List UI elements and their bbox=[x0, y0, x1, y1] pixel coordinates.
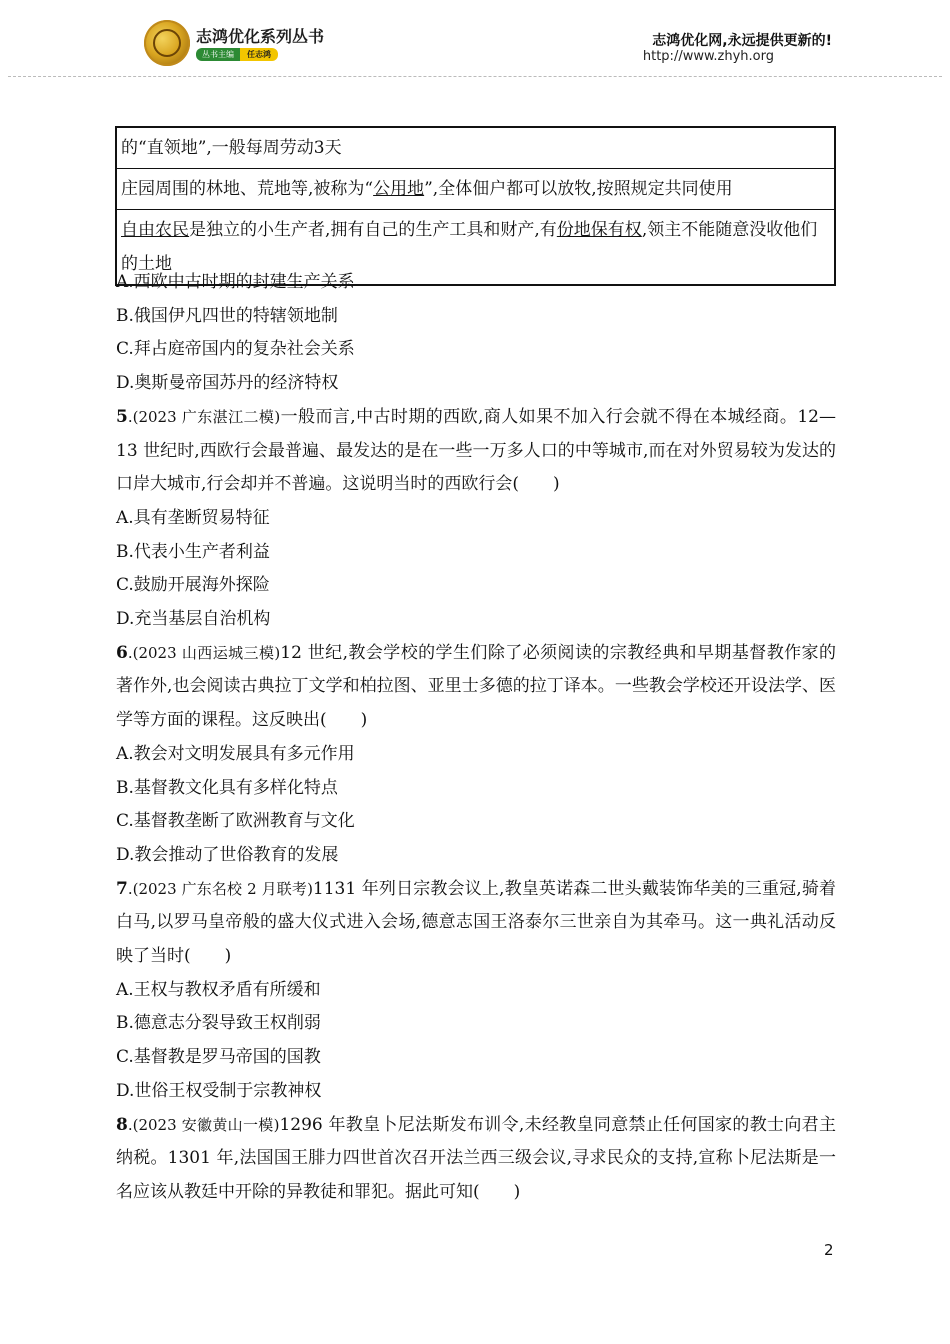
series-logo-icon bbox=[144, 20, 190, 66]
underlined-term: 自由农民 bbox=[121, 220, 189, 240]
option-b: B.俄国伊凡四世的特辖领地制 bbox=[116, 305, 338, 326]
question-7-stem: 7.(2023 广东名校 2 月联考)1131 年列日宗教会议上,教皇英诺森二世头戴装饰华美的三重冠,骑着白马,以罗马皇帝般的盛大仪式进入会场,德意志国王洛泰尔三世亲自为其牵马。这一典礼活动反映了当时( ) bbox=[116, 878, 836, 967]
table-cell: 庄园周围的林地、荒地等,被称为“公用地”,全体佃户都可以放牧,按照规定共同使用 bbox=[116, 169, 835, 210]
table-cell: 自由农民是独立的小生产者,拥有自己的生产工具和财产,有份地保有权,领主不能随意没收他们的土地 bbox=[116, 210, 835, 286]
material-table bbox=[115, 126, 836, 286]
series-editor-badge bbox=[196, 48, 278, 61]
question-source: .(2023 山西运城三模) bbox=[127, 643, 281, 662]
question-source: .(2023 广东湛江二模) bbox=[127, 407, 281, 426]
series-title: 志鸿优化系列丛书 bbox=[196, 27, 325, 46]
option-a: A.王权与教权矛盾有所缓和 bbox=[116, 979, 321, 1000]
option-b: B.德意志分裂导致王权削弱 bbox=[116, 1013, 321, 1034]
option-d: D.奥斯曼帝国苏丹的经济特权 bbox=[116, 373, 339, 394]
question-number: 5 bbox=[116, 406, 128, 427]
option-d: D.教会推动了世俗教育的发展 bbox=[116, 844, 339, 865]
option-b: B.代表小生产者利益 bbox=[116, 541, 270, 562]
option-c: C.拜占庭帝国内的复杂社会关系 bbox=[116, 339, 355, 360]
editor-name: 任志鸿 bbox=[240, 48, 278, 61]
option-c: C.鼓励开展海外探险 bbox=[116, 575, 270, 596]
site-url[interactable]: http://www.zhyh.org bbox=[642, 49, 774, 64]
question-source: .(2023 安徽黄山一模) bbox=[127, 1115, 280, 1134]
header-divider bbox=[8, 76, 942, 77]
option-b: B.基督教文化具有多样化特点 bbox=[116, 777, 338, 798]
question-number: 6 bbox=[116, 642, 128, 663]
option-a: A.教会对文明发展具有多元作用 bbox=[116, 743, 355, 764]
option-a: A.具有垄断贸易特征 bbox=[116, 507, 270, 528]
underlined-term: 公用地 bbox=[373, 179, 425, 199]
option-c: C.基督教垄断了欧洲教育与文化 bbox=[116, 811, 355, 832]
table-row bbox=[116, 127, 835, 169]
table-row bbox=[116, 169, 835, 210]
editor-label: 丛书主编 bbox=[196, 48, 240, 61]
site-slogan: 志鸿优化网,永远提供更新的! bbox=[652, 33, 832, 49]
question-5-stem: 5.(2023 广东湛江二模)一般而言,中古时期的西欧,商人如果不加入行会就不得在本城经商。12—13 世纪时,西欧行会最普遍、最发达的是在一些一万多人口的中等城市,而在对外贸易较为发达的口岸大城市,行会却并不普遍。这说明当时的西欧行会( ) bbox=[116, 406, 836, 495]
page-number: 2 bbox=[824, 1241, 834, 1259]
question-6-stem: 6.(2023 山西运城三模)12 世纪,教会学校的学生们除了必须阅读的宗教经典和早期基督教作家的著作外,也会阅读古典拉丁文学和柏拉图、亚里士多德的拉丁译本。一些教会学校还开设法学、医学等方面的课程。这反映出( ) bbox=[116, 642, 836, 731]
question-number: 7 bbox=[116, 878, 128, 899]
option-d: D.世俗王权受制于宗教神权 bbox=[116, 1080, 322, 1101]
question-source: .(2023 广东名校 2 月联考) bbox=[127, 879, 313, 898]
question-8-stem: 8.(2023 安徽黄山一模)1296 年教皇卜尼法斯发布训令,未经教皇同意禁止任何国家的教士向君主纳税。1301 年,法国国王腓力四世首次召开法兰西三级会议,寻求民众的支持,宣称卜尼法斯是一名应该从教廷中开除的异教徒和罪犯。据此可知( ) bbox=[116, 1114, 836, 1202]
question-number: 8 bbox=[116, 1114, 128, 1135]
option-d: D.充当基层自治机构 bbox=[116, 609, 271, 630]
option-c: C.基督教是罗马帝国的国教 bbox=[116, 1047, 321, 1068]
page-header bbox=[0, 0, 950, 80]
table-cell: 的“直领地”,一般每周劳动3天 bbox=[116, 127, 835, 169]
underlined-term: 份地保有权 bbox=[556, 220, 642, 240]
question-content bbox=[116, 266, 836, 1210]
option-a: A.西欧中古时期的封建生产关系 bbox=[116, 272, 355, 292]
